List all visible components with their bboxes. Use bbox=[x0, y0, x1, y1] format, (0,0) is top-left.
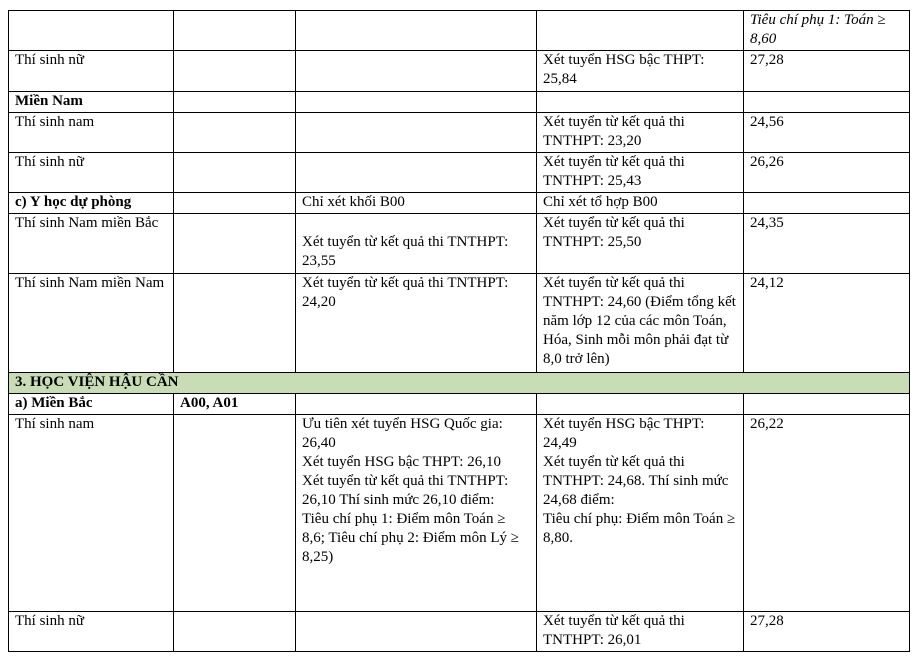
block-cell bbox=[174, 193, 296, 214]
criteria-2023-cell: Xét tuyển từ kết quả thi TNTHPT: 24,20 bbox=[296, 274, 537, 373]
block-cell bbox=[174, 415, 296, 612]
criteria-2022-cell: Xét tuyển từ kết quả thi TNTHPT: 24,60 (Điểm tổng kết năm lớp 12 của các môn Toán, Hóa, Sinh mỗi môn phải đạt từ 8,0 trở lên) bbox=[537, 274, 744, 373]
criteria-line: Xét tuyển HSG bậc THPT: 24,49 bbox=[543, 416, 705, 451]
table-row bbox=[9, 153, 910, 193]
score-cell: 24,12 bbox=[744, 274, 910, 373]
section-row bbox=[9, 373, 910, 394]
criteria-2023-cell: Chỉ xét khối B00 bbox=[296, 193, 537, 214]
table-row bbox=[9, 11, 910, 51]
score-cell bbox=[744, 193, 910, 214]
score-cell: 27,28 bbox=[744, 51, 910, 92]
region-heading: Miền Nam bbox=[9, 92, 174, 113]
candidate-cell: Thí sinh nam bbox=[9, 415, 174, 612]
criteria-2022-cell: Xét tuyển từ kết quả thi TNTHPT: 26,01 bbox=[537, 612, 744, 652]
table-row bbox=[9, 214, 910, 274]
block-cell bbox=[174, 153, 296, 193]
table-row bbox=[9, 92, 910, 113]
criteria-2022-cell bbox=[537, 92, 744, 113]
score-cell: 26,22 bbox=[744, 415, 910, 612]
table-row bbox=[9, 274, 910, 373]
block-cell bbox=[174, 214, 296, 274]
block-cell bbox=[174, 11, 296, 51]
candidate-cell: Thí sinh Nam miền Nam bbox=[9, 274, 174, 373]
score-cell: 24,56 bbox=[744, 113, 910, 153]
table-row bbox=[9, 394, 910, 415]
score-cell bbox=[744, 92, 910, 113]
candidate-cell: Thí sinh nam bbox=[9, 113, 174, 153]
block-cell: A00, A01 bbox=[174, 394, 296, 415]
table-row bbox=[9, 415, 910, 612]
criteria-2023-cell bbox=[296, 11, 537, 51]
score-cell: 24,35 bbox=[744, 214, 910, 274]
criteria-2022-cell: Chỉ xét tổ hợp B00 bbox=[537, 193, 744, 214]
criteria-2023-cell bbox=[296, 214, 537, 274]
criteria-2022-cell: Xét tuyển từ kết quả thi TNTHPT: 25,50 bbox=[537, 214, 744, 274]
score-cell: 26,26 bbox=[744, 153, 910, 193]
spacer bbox=[302, 214, 531, 233]
table-row bbox=[9, 612, 910, 652]
table-row bbox=[9, 51, 910, 92]
block-cell bbox=[174, 274, 296, 373]
criteria-2023-cell bbox=[296, 51, 537, 92]
criteria-2023-cell bbox=[296, 415, 537, 612]
criteria-2022-cell: Xét tuyển HSG bậc THPT: 25,84 bbox=[537, 51, 744, 92]
criteria-line: Xét tuyển từ kết quả thi TNTHPT: 26,10 Thí sinh mức 26,10 điểm: bbox=[302, 473, 509, 508]
table-row bbox=[9, 113, 910, 153]
candidate-cell: Thí sinh nữ bbox=[9, 153, 174, 193]
score-cell: 27,28 bbox=[744, 612, 910, 652]
block-cell bbox=[174, 92, 296, 113]
table-row bbox=[9, 193, 910, 214]
criteria-line: Tiêu chí phụ: Điểm môn Toán ≥ 8,80. bbox=[543, 511, 736, 546]
criteria-line: Xét tuyển HSG bậc THPT: 26,10 bbox=[302, 454, 501, 470]
criteria-2022-cell: Xét tuyển từ kết quả thi TNTHPT: 25,43 bbox=[537, 153, 744, 193]
candidate-cell: Thí sinh nữ bbox=[9, 51, 174, 92]
criteria-text: Xét tuyển từ kết quả thi TNTHPT: 23,55 bbox=[302, 234, 509, 269]
score-cell: Tiêu chí phụ 1: Toán ≥ 8,60 bbox=[744, 11, 910, 51]
block-cell bbox=[174, 51, 296, 92]
criteria-2023-cell bbox=[296, 394, 537, 415]
criteria-2022-cell: Xét tuyển từ kết quả thi TNTHPT: 23,20 bbox=[537, 113, 744, 153]
candidate-cell: Thí sinh nữ bbox=[9, 612, 174, 652]
criteria-2022-cell bbox=[537, 415, 744, 612]
block-cell bbox=[174, 113, 296, 153]
candidate-cell: Thí sinh Nam miền Bắc bbox=[9, 214, 174, 274]
section-heading: 3. HỌC VIỆN HẬU CẦN bbox=[9, 373, 910, 394]
candidate-cell bbox=[9, 11, 174, 51]
criteria-2023-cell bbox=[296, 113, 537, 153]
criteria-2022-cell bbox=[537, 11, 744, 51]
score-cell bbox=[744, 394, 910, 415]
criteria-line: Ưu tiên xét tuyển HSG Quốc gia: 26,40 bbox=[302, 416, 503, 451]
region-heading: a) Miền Bắc bbox=[9, 394, 174, 415]
criteria-2023-cell bbox=[296, 153, 537, 193]
criteria-line: Tiêu chí phụ 1: Điểm môn Toán ≥ 8,6; Tiêu chí phụ 2: Điểm môn Lý ≥ 8,25) bbox=[302, 511, 519, 565]
criteria-2023-cell bbox=[296, 612, 537, 652]
criteria-2023-cell bbox=[296, 92, 537, 113]
criteria-line: Xét tuyển từ kết quả thi TNTHPT: 24,68. Thí sinh mức 24,68 điểm: bbox=[543, 454, 729, 508]
block-cell bbox=[174, 612, 296, 652]
admission-score-table bbox=[8, 10, 910, 652]
major-heading: c) Y học dự phòng bbox=[9, 193, 174, 214]
criteria-2022-cell bbox=[537, 394, 744, 415]
